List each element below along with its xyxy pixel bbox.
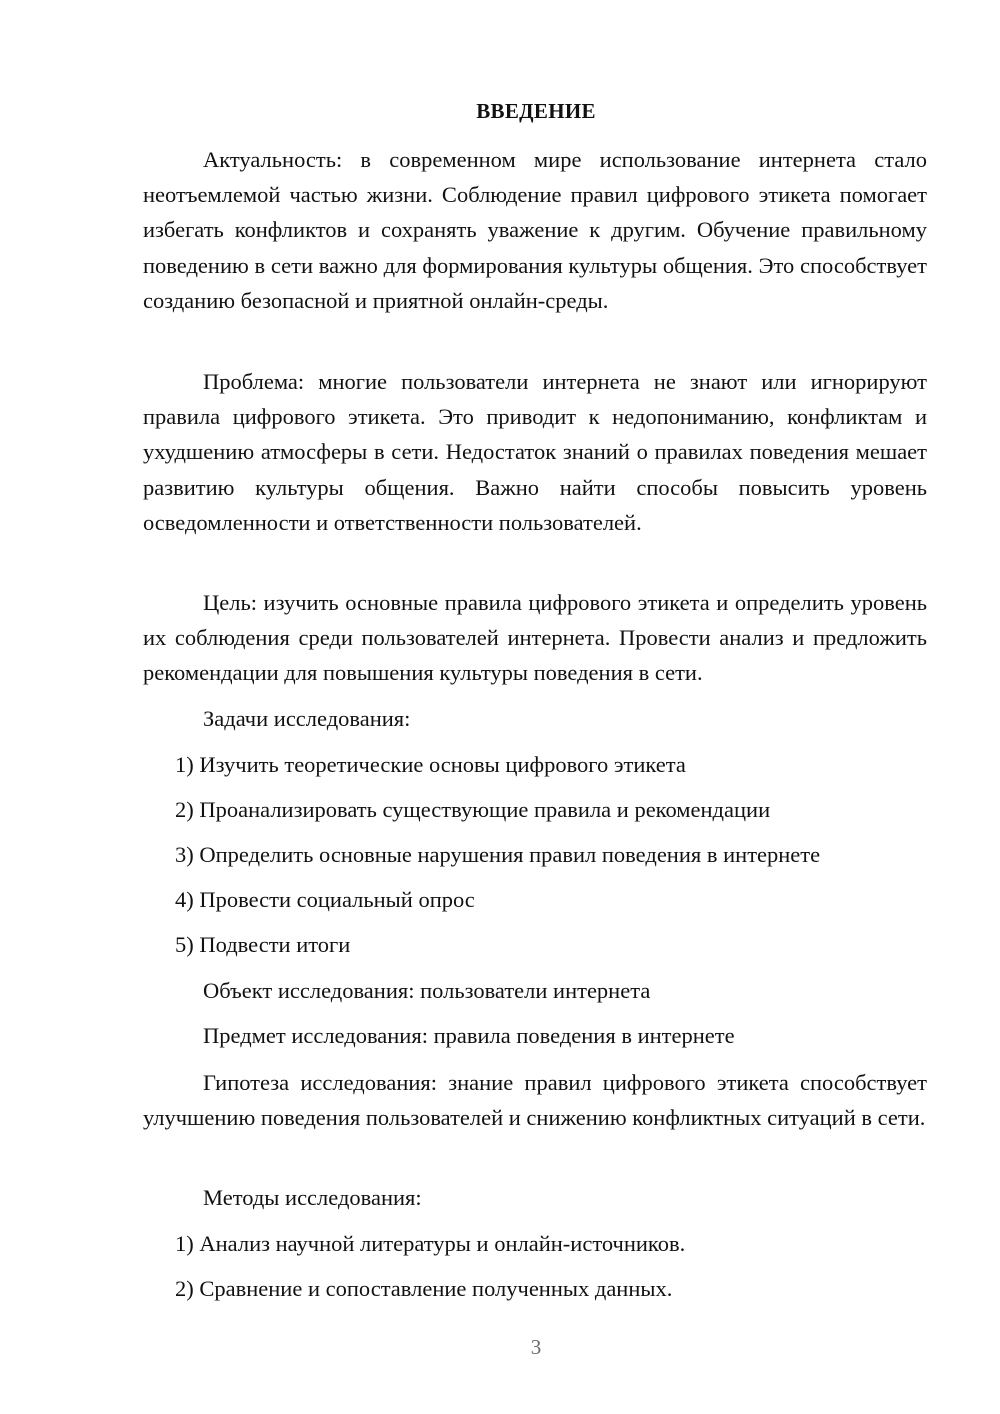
section-title: ВВЕДЕНИЕ [476,99,596,123]
paragraph-hypothesis: Гипотеза исследования: знание правил цифрового этикета способствует улучшению поведения пользователей и снижению конфликтных ситуаций в сети. [143,1070,927,1131]
task-item: 2) Проанализировать существующие правила и рекомендации [175,797,771,822]
paragraph-relevance: Актуальность: в современном мире использование интернета стало неотъемлемой частью жизни. Соблюдение правил цифрового этикета помогает избегать конфликтов и сохранять уважение к другим. Обучение правильному поведению в сети важно для формирования культуры общения. Это способствует созданию безопасной и приятной онлайн-среды. [143,147,927,313]
paragraph-problem: Проблема: многие пользователи интернета не знают или игнорируют правила цифрового этикета. Это приводит к недопониманию, конфликтам и ухудшению атмосферы в сети. Недостаток знаний о правилах поведения мешает развитию культуры общения. Важно найти способы повысить уровень осведомленности и ответственности пользователей. [143,369,927,535]
task-item: 1) Изучить теоретические основы цифрового этикета [175,752,686,777]
method-item: 2) Сравнение и сопоставление полученных данных. [175,1276,673,1301]
paragraph-goal: Цель: изучить основные правила цифрового этикета и определить уровень их соблюдения среди пользователей интернета. Провести анализ и предложить рекомендации для повышения культуры поведения в сети. [143,590,927,686]
method-item: 1) Анализ научной литературы и онлайн-источников. [175,1231,686,1256]
tasks-heading: Задачи исследования: [203,706,411,731]
page-number: 3 [530,1335,542,1359]
research-subject: Предмет исследования: правила поведения в интернете [203,1023,735,1048]
methods-heading: Методы исследования: [203,1185,422,1210]
task-item: 4) Провести социальный опрос [175,887,475,912]
task-item: 5) Подвести итоги [175,932,351,957]
task-item: 3) Определить основные нарушения правил поведения в интернете [175,842,821,867]
research-object: Объект исследования: пользователи интернета [203,978,651,1003]
